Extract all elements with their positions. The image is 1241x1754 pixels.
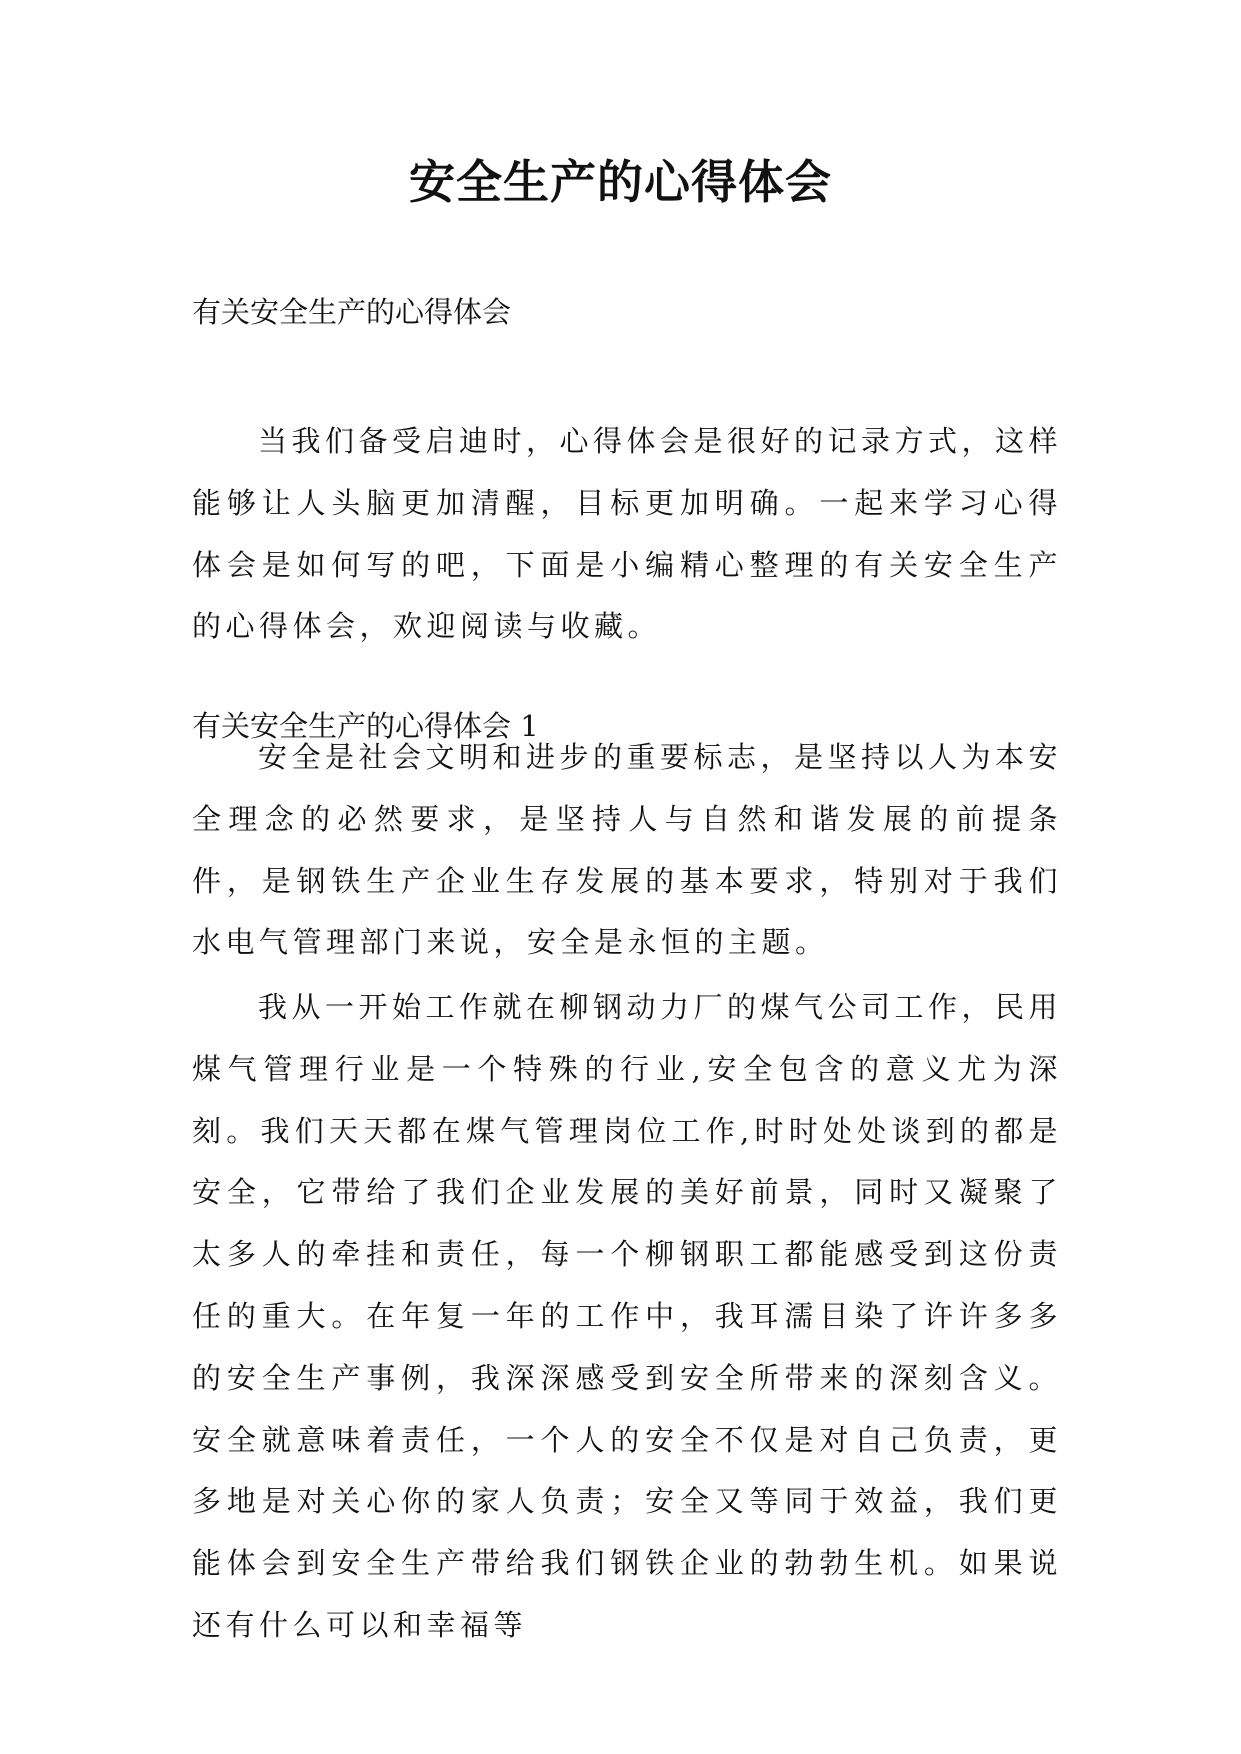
intro-paragraph: 当我们备受启迪时，心得体会是很好的记录方式，这样能够让人头脑更加清醒，目标更加明确。一起来学习心得体会是如何写的吧，下面是小编精心整理的有关安全生产的心得体会，欢迎阅读与收藏。 <box>192 424 1063 644</box>
document-subtitle: 有关安全生产的心得体会 <box>192 295 512 329</box>
document-title: 安全生产的心得体会 <box>409 155 832 209</box>
body-paragraph-2: 我从一开始工作就在柳钢动力厂的煤气公司工作，民用煤气管理行业是一个特殊的行业,安全包含的意义尤为深刻。我们天天都在煤气管理岗位工作,时时处处谈到的都是安全，它带给了我们企业发展的美好前景，同时又凝聚了太多人的牵挂和责任，每一个柳钢职工都能感受到这份责任的重大。在年复一年的工作中，我耳濡目染了许许多多的安全生产事例，我深深感受到安全所带来的深刻含义。安全就意味着责任，一个人的安全不仅是对自己负责，更多地是对关心你的家人负责；安全又等同于效益，我们更能体会到安全生产带给我们钢铁企业的勃勃生机。如果说还有什么可以和幸福等 <box>192 990 1063 1642</box>
section-heading: 有关安全生产的心得体会 1 <box>192 709 539 743</box>
body-paragraph-1: 安全是社会文明和进步的重要标志，是坚持以人为本安全理念的必然要求，是坚持人与自然和谐发展的前提条件，是钢铁生产企业生存发展的基本要求，特别对于我们水电气管理部门来说，安全是永恒的主题。 <box>192 740 1063 960</box>
